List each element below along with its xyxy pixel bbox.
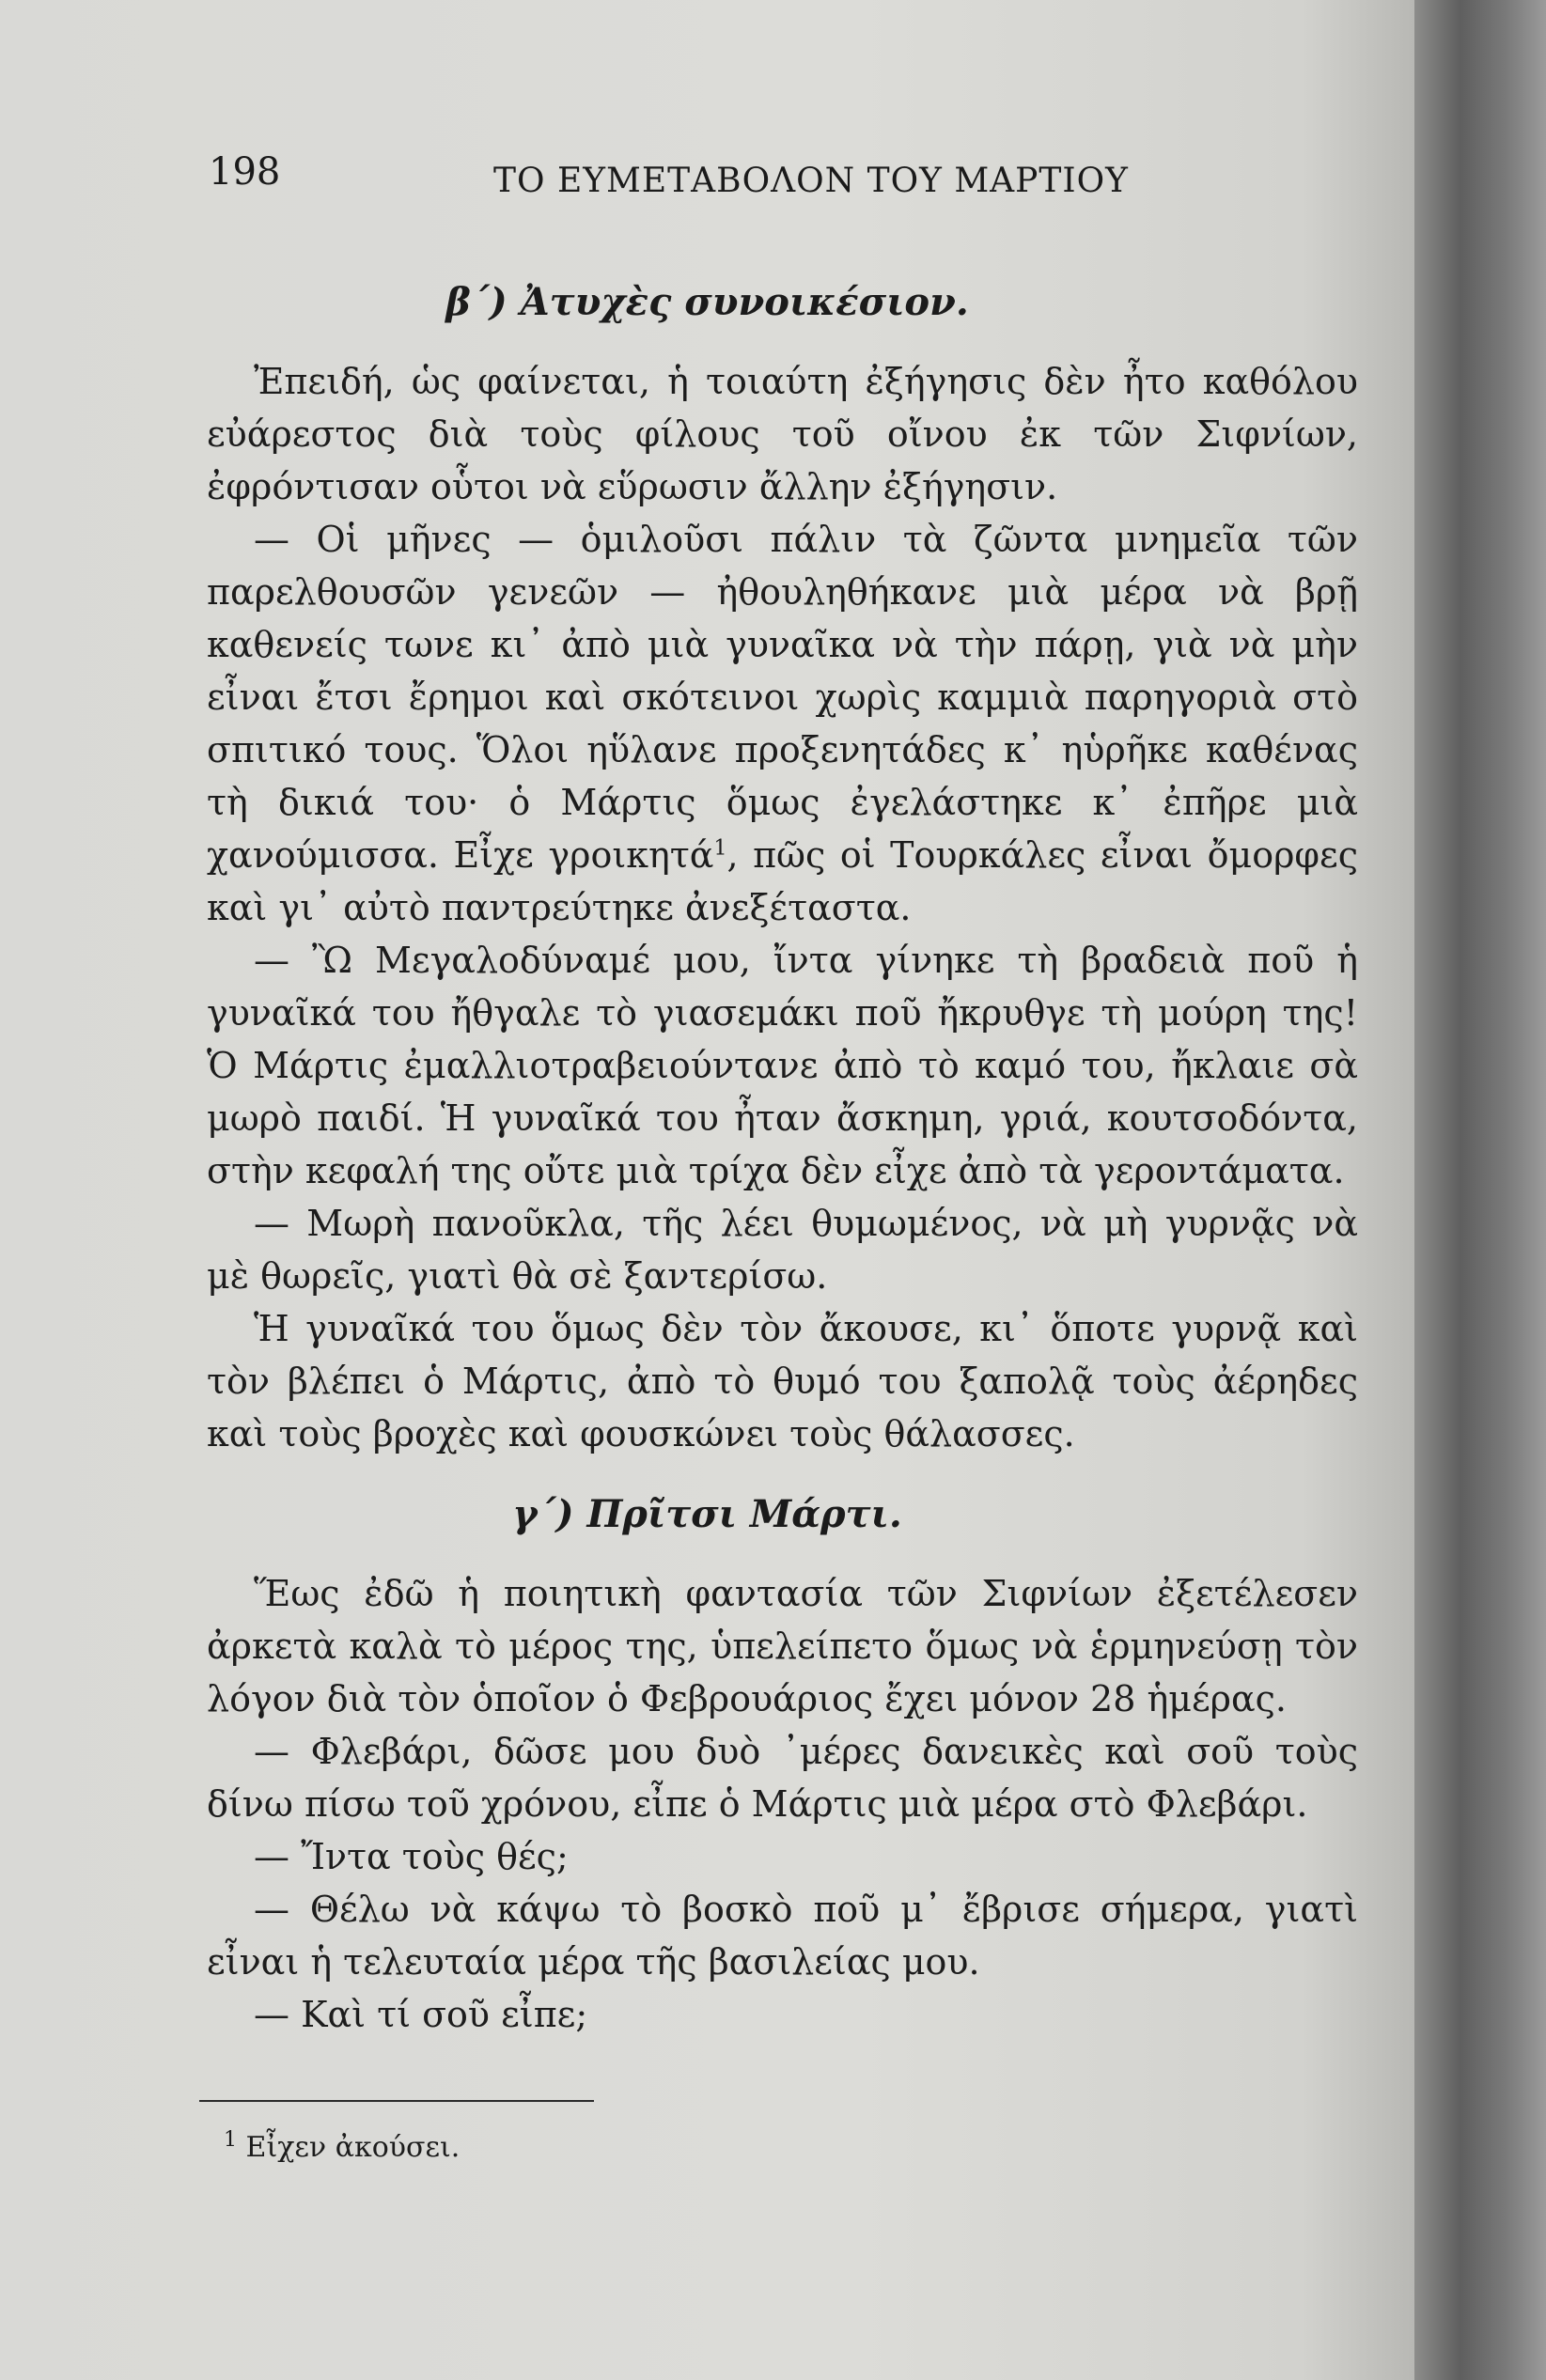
footnote [224,2128,461,2164]
section-b-body [207,355,1358,1460]
paragraph: — Μωρὴ πανοῦκλα, τῆς λέει θυμωμένος, νὰ μὴ γυρνᾷς νὰ μὲ θωρεῖς, γιατὶ θὰ σὲ ξαντερίσω. [207,1203,1358,1297]
paragraph [207,513,1358,934]
running-title: ΤΟ ΕΥΜΕΤΑΒΟΛΟΝ ΤΟΥ ΜΑΡΤΙΟΥ [493,162,1129,200]
section-c-body [207,1567,1358,2041]
paragraph: Ἡ γυναῖκά του ὅμως δὲν τὸν ἄκουσε, κι᾿ ὅποτε γυρνᾷ καὶ τὸν βλέπει ὁ Μάρτις, ἀπὸ τὸ θυμό του ξαπολᾷ τοὺς ἀέρηδες καὶ τοὺς βροχὲς καὶ φουσκώνει τοὺς θάλασσες. [207,1308,1358,1454]
page-number: 198 [209,150,281,194]
paragraph: — Θέλω νὰ κάψω τὸ βοσκὸ ποῦ μ᾿ ἔβρισε σήμερα, γιατὶ εἶναι ἡ τελευταία μέρα τῆς βασιλείας μου. [207,1889,1358,1983]
paragraph: Ἐπειδή, ὡς φαίνεται, ἡ τοιαύτη ἐξήγησις δὲν ἦτο καθόλου εὐάρεστος διὰ τοὺς φίλους τοῦ οἴνου ἐκ τῶν Σιφνίων, ἐφρόντισαν οὗτοι νὰ εὕρωσιν ἄλλην ἐξήγησιν. [207,361,1358,507]
paragraph: Ἕως ἐδῶ ἡ ποιητικὴ φαντασία τῶν Σιφνίων ἐξετέλεσεν ἀρκετὰ καλὰ τὸ μέρος της, ὑπελείπετο ὅμως νὰ ἑρμηνεύσῃ τὸν λόγον διὰ τὸν ὁποῖον ὁ Φεβρουάριος ἔχει μόνον 28 ἡμέρας. [207,1573,1358,1719]
section-title-c: γ΄) Πρῖτσι Μάρτι. [512,1492,902,1536]
footnote-reference: 1 [713,836,727,861]
footnote-number: 1 [224,2128,237,2152]
paragraph-text: , πῶς οἱ Τουρκάλες εἶναι ὄμορφες καὶ γι᾿ αὐτὸ παντρεύτηκε ἀνεξέταστα. [207,834,1358,928]
footnote-text: Εἶχεν ἀκούσει. [245,2131,461,2164]
section-title-b: β΄) Ἀτυχὲς συνοικέσιον. [445,280,969,324]
paragraph: — Ὢ Μεγαλοδύναμέ μου, ἴντα γίνηκε τὴ βραδειὰ ποῦ ἡ γυναῖκά του ἤθγαλε τὸ γιασεμάκι ποῦ ἤκρυθγε τὴ μούρη της! Ὁ Μάρτις ἐμαλλιοτραβειούντανε ἀπὸ τὸ καμό του, ἤκλαιε σὰ μωρὸ παιδί. Ἡ γυναῖκά του ἦταν ἄσκημη, γριά, κουτσοδόντα, στὴν κεφαλή της οὔτε μιὰ τρίχα δὲν εἶχε ἀπὸ τὰ γεροντάματα. [207,940,1358,1191]
paragraph: — Καὶ τί σοῦ εἶπε; [254,1994,588,2035]
paragraph: — Ἴντα τοὺς θές; [254,1836,569,1877]
paragraph: — Φλεβάρι, δῶσε μου δυὸ ᾿μέρες δανεικὲς καὶ σοῦ τοὺς δίνω πίσω τοῦ χρόνου, εἶπε ὁ Μάρτις μιὰ μέρα στὸ Φλεβάρι. [207,1731,1358,1825]
paragraph-text: — Οἱ μῆνες — ὁμιλοῦσι πάλιν τὰ ζῶντα μνημεῖα τῶν παρελθουσῶν γενεῶν — ἠθουληθήκανε μιὰ μέρα νὰ βρῇ καθενείς τωνε κι᾿ ἀπὸ μιὰ γυναῖκα νὰ τὴν πάρῃ, γιὰ νὰ μὴν εἶναι ἔτσι ἔρημοι καὶ σκότεινοι χωρὶς καμμιὰ παρηγοριὰ στὸ σπιτικό τους. Ὅλοι ηὕλανε προξενητάδες κ᾿ ηὑρῆκε καθένας τὴ δικιά του· ὁ Μάρτις ὅμως ἐγελάστηκε κ᾿ ἐπῆρε μιὰ χανούμισσα. Εἶχε γροικητά [207,519,1358,876]
book-spine-shadow [1414,0,1546,2380]
page-header [0,150,1414,207]
footnote-divider [199,2100,594,2102]
